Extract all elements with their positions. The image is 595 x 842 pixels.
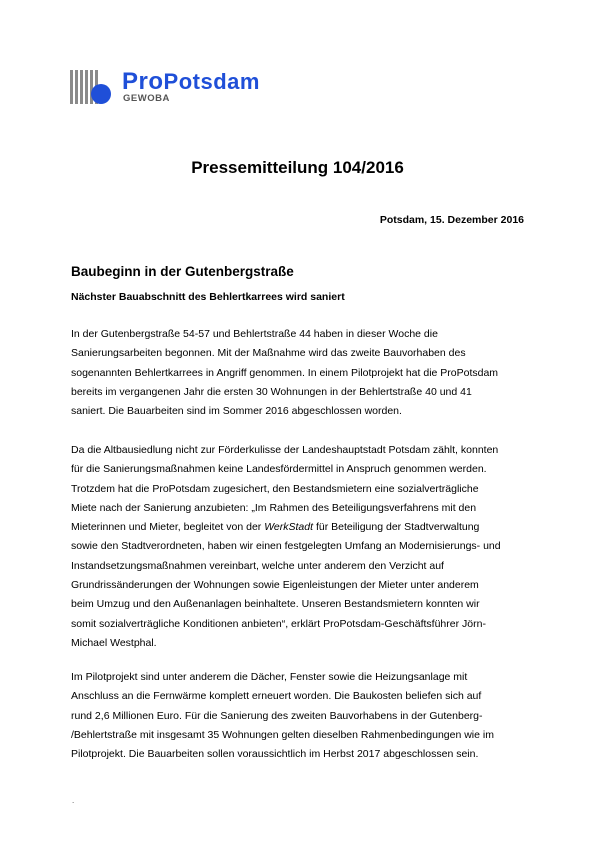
paragraph-line: Trotzdem hat die ProPotsdam zugesichert, den Bestandsmietern eine sozialverträgliche	[71, 482, 479, 495]
press-release-date: Potsdam, 15. Dezember 2016	[379, 214, 524, 226]
paragraph-1	[71, 325, 526, 421]
paragraph-line: bereits im vergangenen Jahr die ersten 30 Wohnungen in der Behlertstraße 40 und 41	[71, 385, 472, 398]
paragraph-line: für die Sanierungsmaßnahmen keine Landesfördermittel in Anspruch genommen werden.	[71, 463, 487, 476]
paragraph-line: Michael Westphal.	[71, 636, 157, 649]
paragraph-line: Mieterinnen und Mieter, begleitet von der WerkStadt für Beteiligung der Stadtverwaltung	[71, 521, 480, 534]
paragraph-line: /Behlertstraße mit insgesamt 35 Wohnungen gelten dieselben Rahmenbedingungen wie im	[71, 728, 494, 741]
paragraph-line: Miete nach der Sanierung anzubieten: „Im Rahmen des Beteiligungsverfahrens mit den	[71, 501, 477, 514]
logo-brand-text: ProPotsdam	[122, 68, 260, 95]
press-release-title: Pressemitteilung 104/2016	[191, 158, 404, 177]
paragraph-line: Instandsetzungsmaßnahmen vereinbart, welche unter anderem den Verzicht auf	[71, 559, 444, 572]
paragraph-line: In der Gutenbergstraße 54-57 und Behlertstraße 44 haben in dieser Woche die	[71, 328, 438, 340]
paragraph-line: Grundrissänderungen der Wohnungen sowie Eigenleistungen der Mieter unter anderem	[71, 579, 479, 592]
paragraph-line: rund 2,6 Millionen Euro. Für die Sanierung des zweiten Bauvorhabens in der Gutenberg-	[71, 709, 483, 722]
article-headline: Baubeginn in der Gutenbergstraße	[71, 264, 294, 279]
paragraph-line: saniert. Die Bauarbeiten sind im Sommer 2016 abgeschlossen worden.	[71, 405, 402, 418]
propotsdam-logo	[70, 70, 290, 110]
paragraph-line: Im Pilotprojekt sind unter anderem die Dächer, Fenster sowie die Heizungsanlage mit	[71, 671, 468, 683]
footer-mark: .	[72, 796, 75, 805]
paragraph-line: Da die Altbausiedlung nicht zur Förderkulisse der Landeshauptstadt Potsdam zählt, konnten	[71, 444, 499, 456]
paragraph-line: sowie den Stadtverordneten, haben wir einen festgelegten Umfang an Modernisierungs- und	[71, 540, 501, 553]
paragraph-line: somit sozialverträgliche Konditionen anbieten“, erklärt ProPotsdam-Geschäftsführer Jörn-	[71, 617, 486, 630]
logo-subtitle: GEWOBA	[123, 93, 170, 104]
paragraph-3	[71, 668, 526, 764]
paragraph-line: Sanierungsarbeiten begonnen. Mit der Maßnahme wird das zweite Bauvorhaben des	[71, 347, 466, 360]
article-subheadline: Nächster Bauabschnitt des Behlertkarrees wird saniert	[71, 291, 345, 303]
logo-dot-icon	[91, 84, 111, 104]
werkstadt-italic: WerkStadt	[264, 521, 314, 534]
paragraph-2	[71, 441, 526, 653]
paragraph-line: sogenannten Behlertkarrees in Angriff genommen. In einem Pilotprojekt hat die ProPotsdam	[71, 366, 499, 379]
logo-bars-icon	[70, 70, 108, 104]
paragraph-line: beim Umzug und den Außenanlagen beinhaltete. Unseren Bestandsmietern konnten wir	[71, 598, 480, 611]
paragraph-line: Anschluss an die Fernwärme komplett erneuert worden. Die Baukosten beliefen sich auf	[71, 690, 482, 703]
paragraph-line: Pilotprojekt. Die Bauarbeiten sollen voraussichtlich im Herbst 2017 abgeschlossen sein.	[71, 748, 479, 761]
